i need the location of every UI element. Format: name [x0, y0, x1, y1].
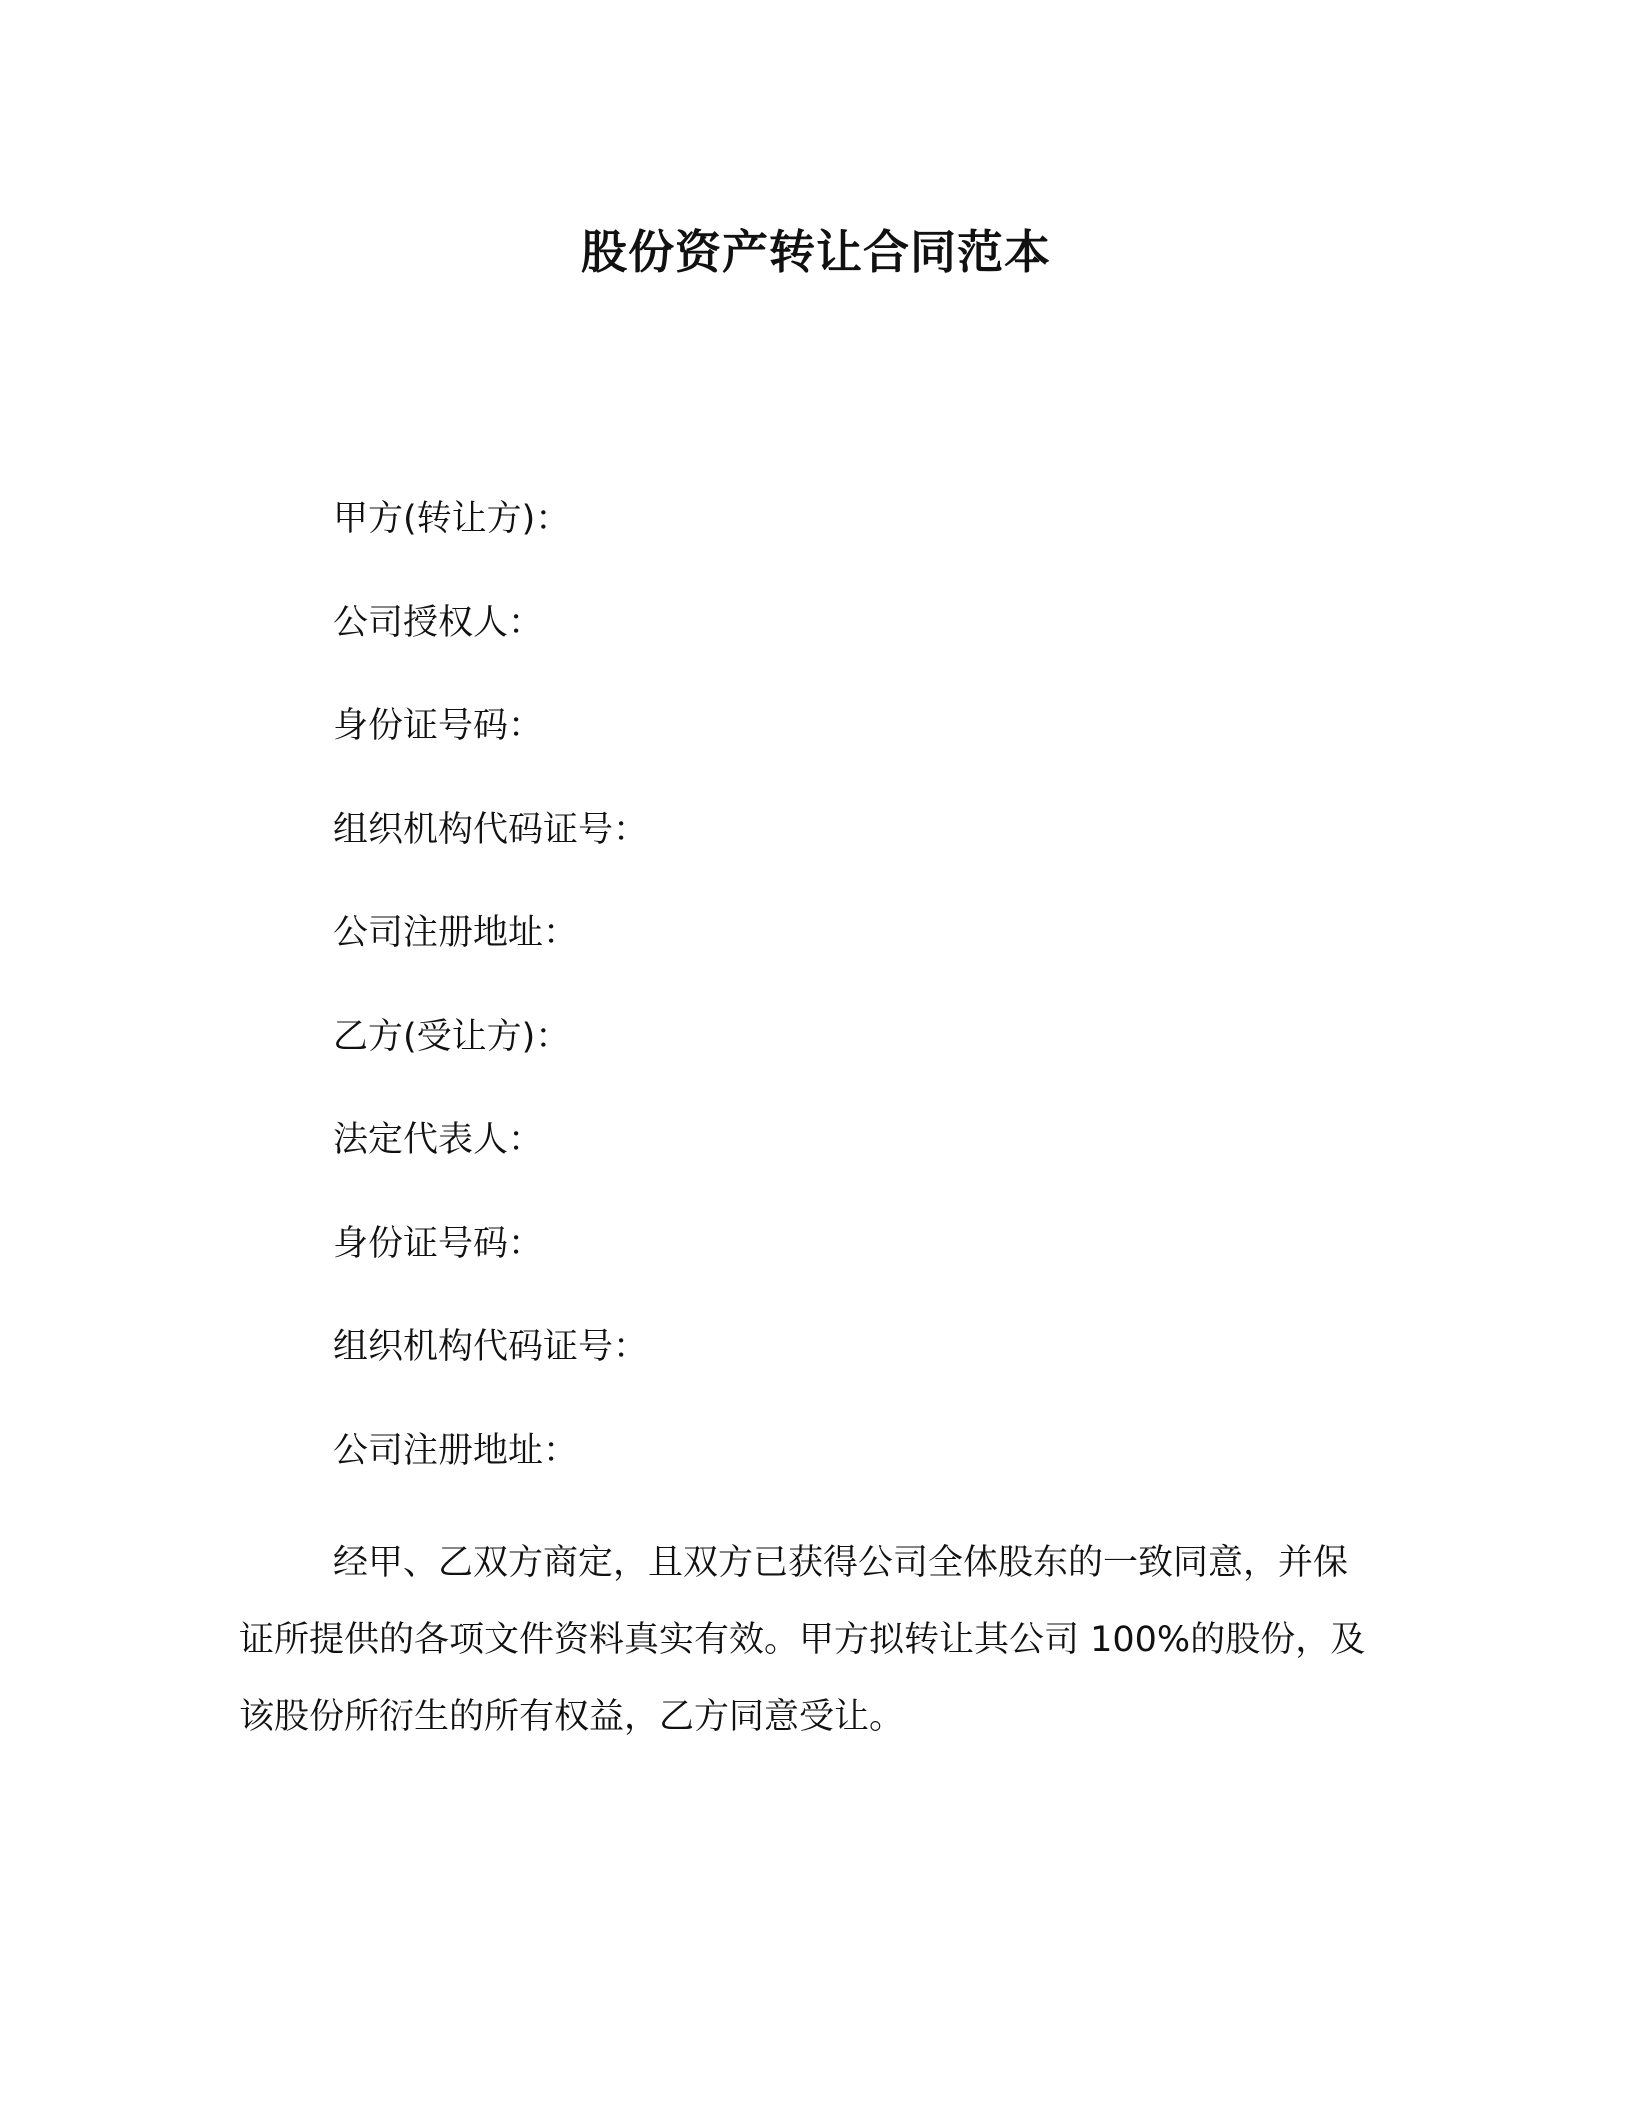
field-id-number-b: 身份证号码： [333, 1223, 544, 1264]
field-legal-representative: 法定代表人： [333, 1120, 544, 1160]
field-registered-address-b: 公司注册地址： [333, 1430, 579, 1471]
agreement-paragraph: 经甲、乙双方商定，且双方已获得公司全体股东的一致同意，并保证所提供的各项文件资料真实有效。甲方拟转让其公司 100%的股份，及该股份所衍生的所有权益，乙方同意受让。 [239, 1543, 1366, 1737]
field-party-a: 甲方(转让方)： [333, 499, 571, 539]
field-party-b: 乙方(受让方)： [333, 1016, 571, 1057]
field-org-code-b: 组织机构代码证号： [333, 1327, 649, 1367]
field-id-number-a: 身份证号码： [333, 706, 544, 746]
document-title: 股份资产转让合同范本 [581, 225, 1051, 279]
party-fields-list [333, 492, 648, 1527]
field-org-code-a: 组织机构代码证号： [333, 809, 649, 850]
field-company-authorized-person: 公司授权人： [333, 602, 544, 643]
field-registered-address-a: 公司注册地址： [333, 913, 579, 953]
